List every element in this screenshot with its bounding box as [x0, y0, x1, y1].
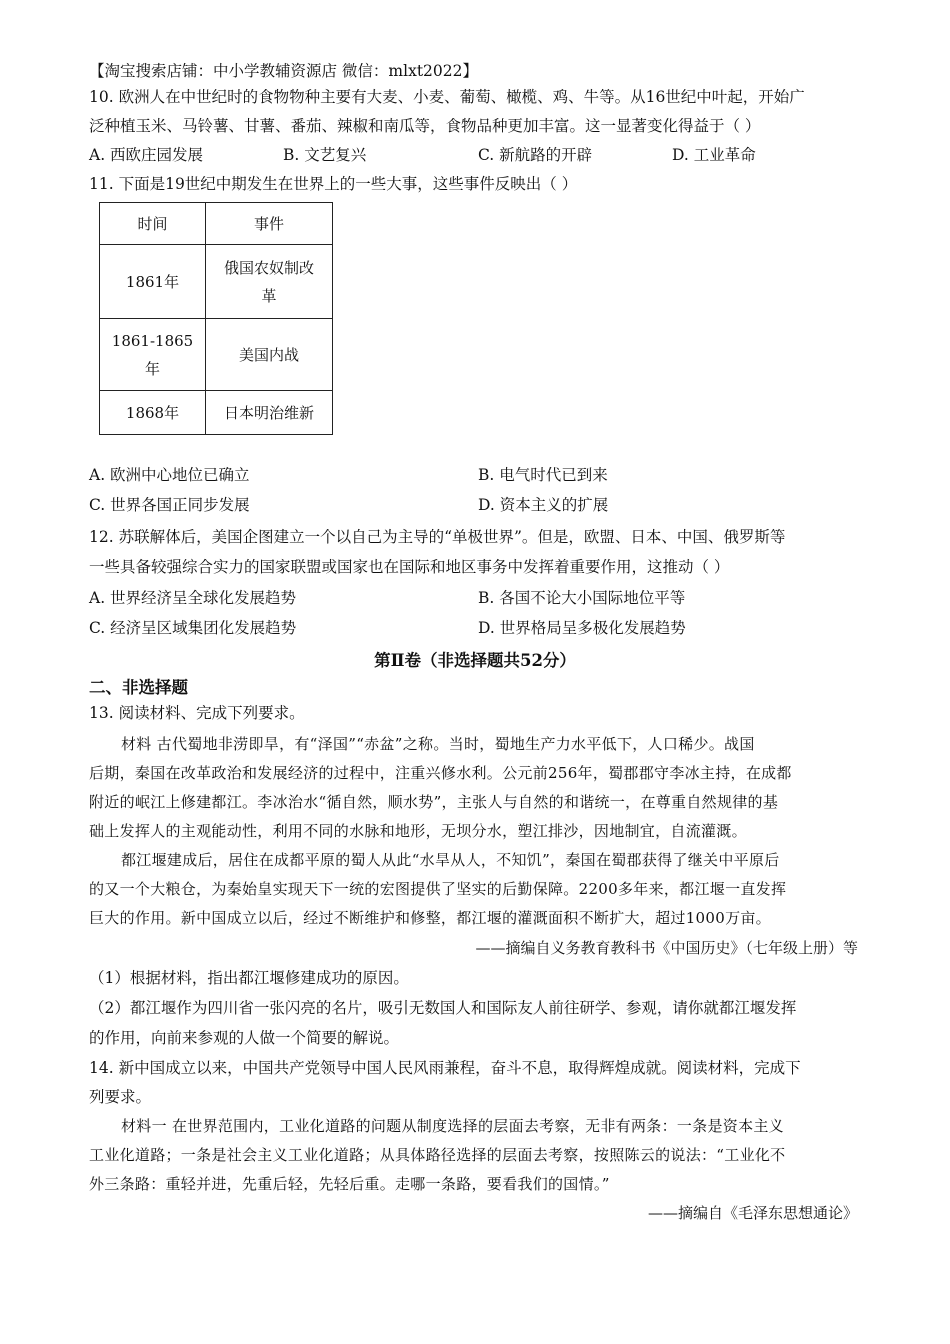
- q13-material-line: 巨大的作用。新中国成立以后，经过不断维护和修整，都江堰的灌溉面积不断扩大，超过1000万亩。: [89, 909, 771, 927]
- table-header-event: 事件: [206, 203, 333, 245]
- table-cell-event: [206, 319, 333, 391]
- q13-requirement-2-line-1: （2）都江堰作为四川省一张闪亮的名片，吸引无数国人和国际友人前往研学、参观，请你就都江堰发挥: [89, 999, 797, 1017]
- section-2-title: 第Ⅱ卷（非选择题共52分）: [374, 651, 576, 670]
- cell-text: 1868年: [125, 403, 180, 422]
- part-2-heading: 二、非选择题: [89, 678, 188, 697]
- q12-stem-line-2: 一些具备较强综合实力的国家联盟或国家也在国际和地区事务中发挥着重要作用，这推动（ ）: [89, 558, 730, 576]
- q14-stem-line-2: 列要求。: [89, 1088, 152, 1106]
- q13-stem: 13. 阅读材料、完成下列要求。: [89, 704, 305, 722]
- table-header-time: 时间: [100, 203, 206, 245]
- q12-option-d: D. 世界格局呈多极化发展趋势: [478, 619, 686, 637]
- q10-option-d: D. 工业革命: [672, 146, 756, 164]
- q12-option-a: A. 世界经济呈全球化发展趋势: [89, 589, 297, 607]
- table-row: [100, 245, 333, 319]
- q14-material-line: 外三条路：重轻并进，先重后轻，先轻后重。走哪一条路，要看我们的国情。”: [89, 1175, 610, 1193]
- cell-text: 1861-1865: [111, 331, 194, 350]
- q10-option-b: B. 文艺复兴: [283, 146, 367, 164]
- q13-source: ——摘编自义务教育教科书《中国历史》（七年级上册）等: [475, 939, 858, 957]
- q14-material-line: 材料一 在世界范围内，工业化道路的问题从制度选择的层面去考察，无非有两条：一条是资本主义: [121, 1117, 784, 1135]
- q11-option-d: D. 资本主义的扩展: [478, 496, 609, 514]
- q13-requirement-2-line-2: 的作用，向前来参观的人做一个简要的解说。: [89, 1029, 400, 1047]
- q13-material-line: 的又一个大粮仓，为秦始皇实现天下一统的宏图提供了坚实的后勤保障。2200多年来，都江堰一直发挥: [89, 880, 787, 898]
- cell-text: 日本明治维新: [223, 403, 314, 422]
- table-row: [100, 391, 333, 435]
- table-cell-event: [206, 391, 333, 435]
- cell-text: 俄国农奴制改: [223, 258, 314, 277]
- q14-source: ——摘编自《毛泽东思想通论》: [647, 1204, 858, 1222]
- q12-stem-line-1: 12. 苏联解体后，美国企图建立一个以自己为主导的“单极世界”。但是，欧盟、日本、中国、俄罗斯等: [89, 528, 786, 546]
- cell-text: 年: [144, 359, 160, 378]
- table-cell-time: [100, 391, 206, 435]
- q11-option-a: A. 欧洲中心地位已确立: [89, 466, 250, 484]
- cell-text: 革: [261, 286, 277, 305]
- q13-requirement-1: （1）根据材料，指出都江堰修建成功的原因。: [89, 969, 409, 987]
- q14-stem-line-1: 14. 新中国成立以来，中国共产党领导中国人民风雨兼程，奋斗不息，取得辉煌成就。阅读材料，完成下: [89, 1059, 801, 1077]
- table-cell-event: [206, 245, 333, 319]
- q13-material-line: 础上发挥人的主观能动性，利用不同的水脉和地形，无坝分水，塑江排沙，因地制宜，自流灌溉。: [89, 822, 747, 840]
- q13-material-line: 都江堰建成后，居住在成都平原的蜀人从此“水旱从人，不知饥”，秦国在蜀郡获得了继关中平原后: [121, 851, 780, 869]
- q13-material-line: 附近的岷江上修建都江。李冰治水“循自然，顺水势”，主张人与自然的和谐统一，在尊重自然规律的基: [89, 793, 779, 811]
- q10-option-a: A. 西欧庄园发展: [89, 146, 204, 164]
- table-row: [100, 319, 333, 391]
- cell-text: 1861年: [125, 272, 180, 291]
- q12-option-c: C. 经济呈区域集团化发展趋势: [89, 619, 297, 637]
- q14-material-line: 工业化道路；一条是社会主义工业化道路；从具体路径选择的层面去考察，按照陈云的说法：“工业化不: [89, 1146, 786, 1164]
- q10-stem-line-2: 泛种植玉米、马铃薯、甘薯、番茄、辣椒和南瓜等，食物品种更加丰富。这一显著变化得益于（ ）: [89, 117, 761, 135]
- q10-option-c: C. 新航路的开辟: [478, 146, 593, 164]
- table-cell-time: [100, 245, 206, 319]
- cell-text: 美国内战: [238, 345, 299, 364]
- events-table: [99, 202, 333, 435]
- table-header-row: [100, 203, 333, 245]
- q11-option-c: C. 世界各国正同步发展: [89, 496, 250, 514]
- q11-stem: 11. 下面是19世纪中期发生在世界上的一些大事，这些事件反映出（ ）: [89, 175, 578, 193]
- q12-option-b: B. 各国不论大小国际地位平等: [478, 589, 686, 607]
- q13-material-line: 材料 古代蜀地非涝即旱，有“泽国”“赤盆”之称。当时，蜀地生产力水平低下，人口稀少。战国: [121, 735, 755, 753]
- shop-header: 【淘宝搜索店铺：中小学教辅资源店 微信：mlxt2022】: [89, 62, 479, 80]
- q13-material-line: 后期，秦国在改革政治和发展经济的过程中，注重兴修水利。公元前256年，蜀郡郡守李冰主持，在成都: [89, 764, 792, 782]
- table-cell-time: [100, 319, 206, 391]
- q10-stem-line-1: 10. 欧洲人在中世纪时的食物物种主要有大麦、小麦、葡萄、橄榄、鸡、牛等。从16世纪中叶起，开始广: [89, 88, 805, 106]
- q11-option-b: B. 电气时代已到来: [478, 466, 608, 484]
